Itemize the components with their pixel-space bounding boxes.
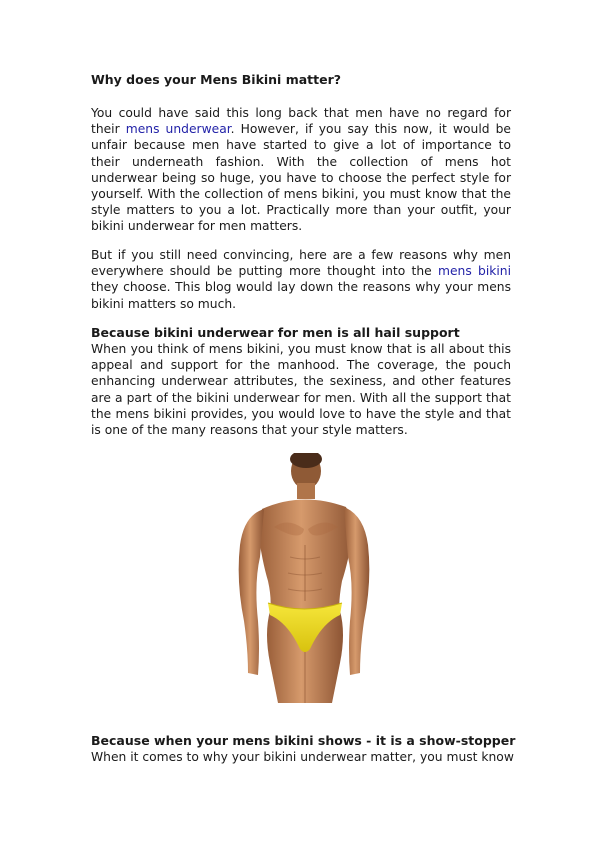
mens-bikini-link[interactable]: mens bikini [438,264,512,279]
mens-underwear-link[interactable]: mens underwear [125,122,231,137]
paragraph-text: You could have said this long back that men have no regard for their [91,106,511,137]
paragraph-support: When you think of mens bikini, you must know that is all about this appeal and support for the manhood. The coverage, the pouch enhancing underwear attributes, the sexiness, and other features are a part of the bikini underwear for men. With all the support that the mens bikini provides, you would love to have the style and that is one of the many reasons that your style matters. [91,342,511,438]
paragraph-convincing [91,247,511,312]
paragraph-text: they choose. This blog would lay down the reasons why your mens bikini matters so much. [91,280,511,311]
paragraph-show-stopper: When it comes to why your bikini underwear matter, you must know [91,750,514,764]
section-heading-show-stopper: Because when your mens bikini shows - it is a show-stopper [91,733,516,748]
paragraph-intro [91,105,511,235]
paragraph-text: But if you still need convincing, here are a few reasons why men everywhere should be putting more thought into the [91,248,511,279]
male-model-bikini-image [214,453,388,703]
section-heading-support: Because bikini underwear for men is all hail support [91,325,460,340]
article-title: Why does your Mens Bikini matter? [91,72,341,87]
paragraph-text: . However, if you say this now, it would be unfair because men have started to give a lot of importance to their underneath fashion. With the collection of mens hot underwear being so huge, you have to choose the perfect style for yourself. With the collection of mens bikini, you must know that the style matters to you a lot. Practically more than your outfit, your bikini underwear for men matters. [91,122,511,234]
